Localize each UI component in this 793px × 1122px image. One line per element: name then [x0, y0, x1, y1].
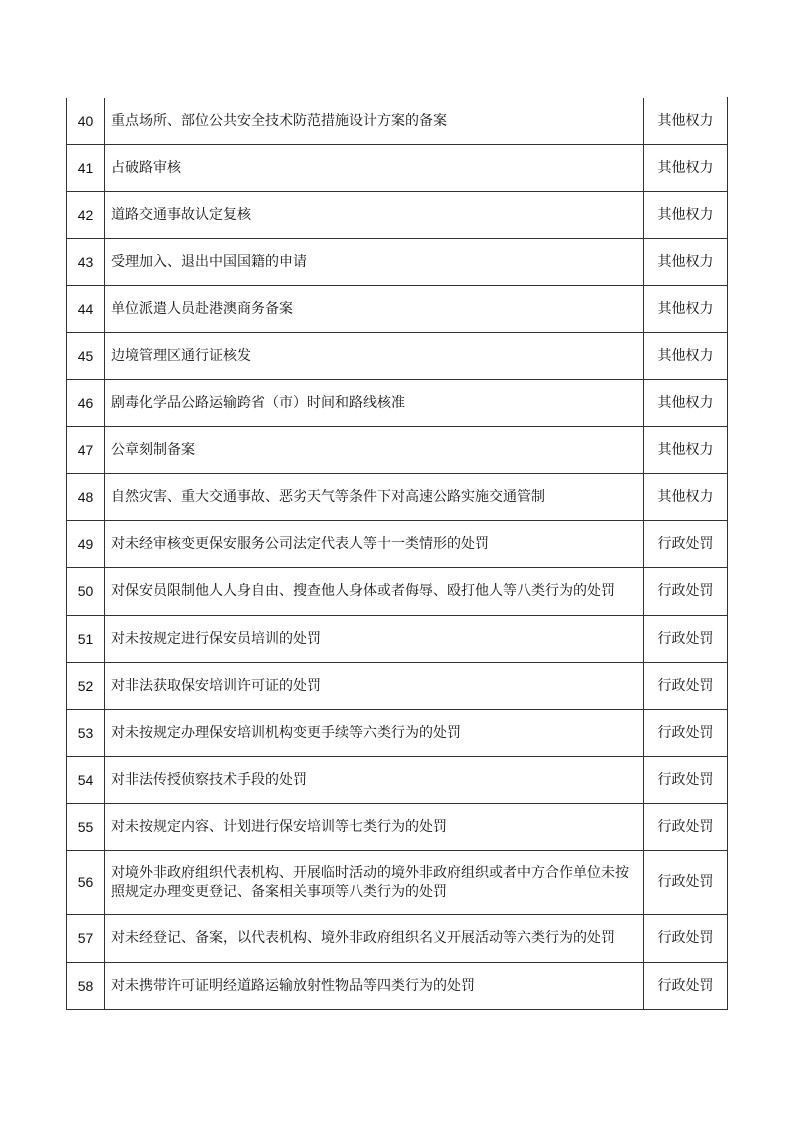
- row-category: 行政处罚: [644, 521, 728, 568]
- table-row: [67, 710, 728, 757]
- page-break-edge: [66, 97, 727, 98]
- table-row: [67, 521, 728, 568]
- row-item: 对境外非政府组织代表机构、开展临时活动的境外非政府组织或者中方合作单位未按照规定办理变更登记、备案相关事项等八类行为的处罚: [105, 851, 644, 915]
- row-number: 45: [67, 333, 105, 380]
- row-category: 行政处罚: [644, 663, 728, 710]
- row-number: 55: [67, 804, 105, 851]
- row-category: 行政处罚: [644, 915, 728, 963]
- table-row: [67, 98, 728, 145]
- row-item: 对未经登记、备案，以代表机构、境外非政府组织名义开展活动等六类行为的处罚: [105, 915, 644, 963]
- row-category: 其他权力: [644, 427, 728, 474]
- row-number: 44: [67, 286, 105, 333]
- table-row: [67, 286, 728, 333]
- row-item: 公章刻制备案: [105, 427, 644, 474]
- row-item: 边境管理区通行证核发: [105, 333, 644, 380]
- row-number: 50: [67, 568, 105, 616]
- row-number: 40: [67, 98, 105, 145]
- table-row: [67, 333, 728, 380]
- table-row: [67, 616, 728, 663]
- row-item: 对非法传授侦察技术手段的处罚: [105, 757, 644, 804]
- row-category: 其他权力: [644, 98, 728, 145]
- row-item: 对未按规定进行保安员培训的处罚: [105, 616, 644, 663]
- row-number: 43: [67, 239, 105, 286]
- row-number: 52: [67, 663, 105, 710]
- row-item: 剧毒化学品公路运输跨省（市）时间和路线核准: [105, 380, 644, 427]
- table-row: [67, 963, 728, 1010]
- row-item: 单位派遣人员赴港澳商务备案: [105, 286, 644, 333]
- table-row: [67, 851, 728, 915]
- row-category: 其他权力: [644, 192, 728, 239]
- row-number: 58: [67, 963, 105, 1010]
- table-row: [67, 380, 728, 427]
- row-category: 行政处罚: [644, 757, 728, 804]
- row-number: 46: [67, 380, 105, 427]
- row-item: 占破路审核: [105, 145, 644, 192]
- row-item: 对未携带许可证明经道路运输放射性物品等四类行为的处罚: [105, 963, 644, 1010]
- row-item: 对未经审核变更保安服务公司法定代表人等十一类情形的处罚: [105, 521, 644, 568]
- row-number: 53: [67, 710, 105, 757]
- table-row: [67, 427, 728, 474]
- row-number: 41: [67, 145, 105, 192]
- row-item: 对非法获取保安培训许可证的处罚: [105, 663, 644, 710]
- table-row: [67, 663, 728, 710]
- row-category: 其他权力: [644, 239, 728, 286]
- table-row: [67, 145, 728, 192]
- row-category: 行政处罚: [644, 804, 728, 851]
- row-category: 其他权力: [644, 474, 728, 521]
- row-category: 其他权力: [644, 145, 728, 192]
- table-row: [67, 239, 728, 286]
- row-item: 对未按规定办理保安培训机构变更手续等六类行为的处罚: [105, 710, 644, 757]
- row-category: 其他权力: [644, 380, 728, 427]
- row-item: 受理加入、退出中国国籍的申请: [105, 239, 644, 286]
- row-item: 自然灾害、重大交通事故、恶劣天气等条件下对高速公路实施交通管制: [105, 474, 644, 521]
- row-item: 对保安员限制他人人身自由、搜查他人身体或者侮辱、殴打他人等八类行为的处罚: [105, 568, 644, 616]
- table-row: [67, 568, 728, 616]
- table-row: [67, 915, 728, 963]
- row-number: 51: [67, 616, 105, 663]
- row-category: 其他权力: [644, 286, 728, 333]
- row-item: 重点场所、部位公共安全技术防范措施设计方案的备案: [105, 98, 644, 145]
- row-number: 49: [67, 521, 105, 568]
- table-row: [67, 474, 728, 521]
- power-list-table: [66, 97, 728, 1010]
- row-category: 行政处罚: [644, 568, 728, 616]
- table-row: [67, 757, 728, 804]
- table-row: [67, 804, 728, 851]
- row-number: 54: [67, 757, 105, 804]
- row-category: 行政处罚: [644, 616, 728, 663]
- row-category: 其他权力: [644, 333, 728, 380]
- row-number: 47: [67, 427, 105, 474]
- table-row: [67, 192, 728, 239]
- row-number: 56: [67, 851, 105, 915]
- row-number: 57: [67, 915, 105, 963]
- row-category: 行政处罚: [644, 710, 728, 757]
- row-category: 行政处罚: [644, 963, 728, 1010]
- row-number: 48: [67, 474, 105, 521]
- row-item: 道路交通事故认定复核: [105, 192, 644, 239]
- row-item: 对未按规定内容、计划进行保安培训等七类行为的处罚: [105, 804, 644, 851]
- row-number: 42: [67, 192, 105, 239]
- row-category: 行政处罚: [644, 851, 728, 915]
